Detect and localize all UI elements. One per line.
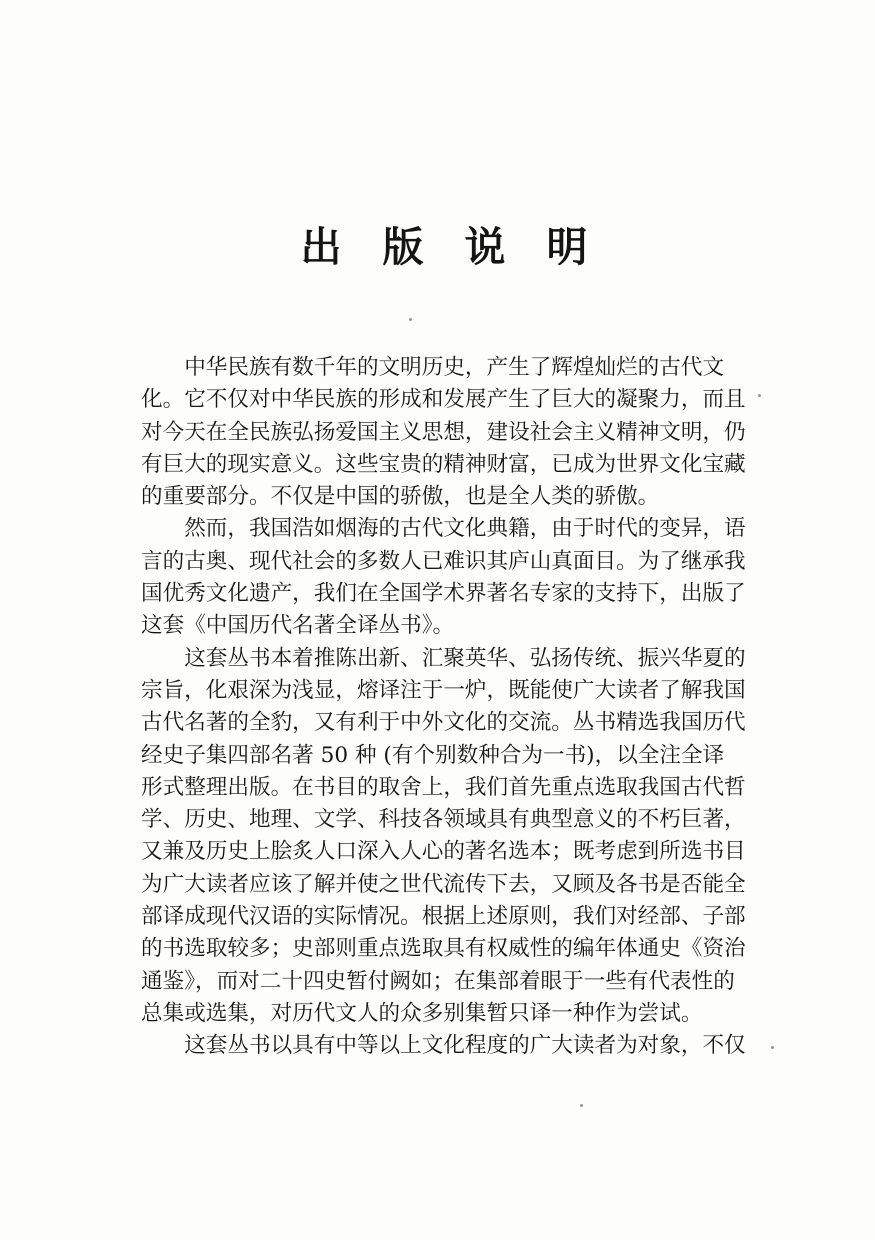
- text-line: 这套丛书以具有中等以上文化程度的广大读者为对象，不仅: [184, 1033, 746, 1059]
- text-line: 宗旨，化艰深为浅显，熔译注于一炉，既能使广大读者了解我国: [141, 677, 746, 703]
- text-line: 总集或选集，对历代文人的众多别集暂只译一种作为尝试。: [141, 1000, 703, 1026]
- text-line: 又兼及历史上脍炙人口深入人心的著名选本；既考虑到所选书目: [141, 839, 746, 865]
- body-text: [141, 352, 751, 1063]
- text-line: 言的古奥、现代社会的多数人已难识其庐山真面目。为了继承我: [141, 548, 746, 574]
- text-line: 的书选取较多；史部则重点选取具有权威性的编年体通史《资治: [141, 936, 746, 962]
- text-line: 中华民族有数千年的文明历史，产生了辉煌灿烂的古代文: [184, 355, 725, 380]
- text-line: 经史子集四部名著 50 种 (有个别数种合为一书)，以全注全译: [141, 742, 725, 768]
- text-line: 有巨大的现实意义。这些宝贵的精神财富，已成为世界文化宝藏: [141, 451, 746, 477]
- text-line: 这套丛书本着推陈出新、汇聚英华、弘扬传统、振兴华夏的: [184, 645, 746, 671]
- text-line: 对今天在全民族弘扬爱国主义思想，建设社会主义精神文明，仍: [141, 419, 746, 445]
- text-line: 古代名著的全豹，又有利于中外文化的交流。丛书精选我国历代: [141, 710, 746, 736]
- text-line: 的重要部分。不仅是中国的骄傲，也是全人类的骄傲。: [141, 484, 660, 510]
- text-line: 国优秀文化遗产，我们在全国学术界著名专家的支持下，出版了: [141, 581, 746, 607]
- text-line: 部译成现代汉语的实际情况。根据上述原则，我们对经部、子部: [141, 904, 746, 930]
- scan-speckle: [771, 1046, 774, 1049]
- text-line: 这套《中国历代名著全译丛书》。: [141, 613, 455, 639]
- scan-speckle: [409, 318, 412, 321]
- text-line: 然而，我国浩如烟海的古代文化典籍，由于时代的变异，语: [184, 516, 746, 542]
- text-line: 为广大读者应该了解并使之世代流传下去，又顾及各书是否能全: [141, 871, 746, 897]
- text-line: 学、历史、地理、文学、科技各领域具有典型意义的不朽巨著，: [141, 807, 746, 833]
- scan-speckle: [580, 1104, 583, 1107]
- text-line: 化。它不仅对中华民族的形成和发展产生了巨大的凝聚力，而且: [141, 387, 746, 413]
- scan-speckle: [758, 394, 761, 397]
- page-title: 出 版 说 明: [300, 223, 588, 271]
- text-line: 通鉴》，而对二十四史暂付阙如；在集部着眼于一些有代表性的: [141, 968, 735, 994]
- text-line: 形式整理出版。在书目的取舍上，我们首先重点选取我国古代哲: [141, 774, 746, 800]
